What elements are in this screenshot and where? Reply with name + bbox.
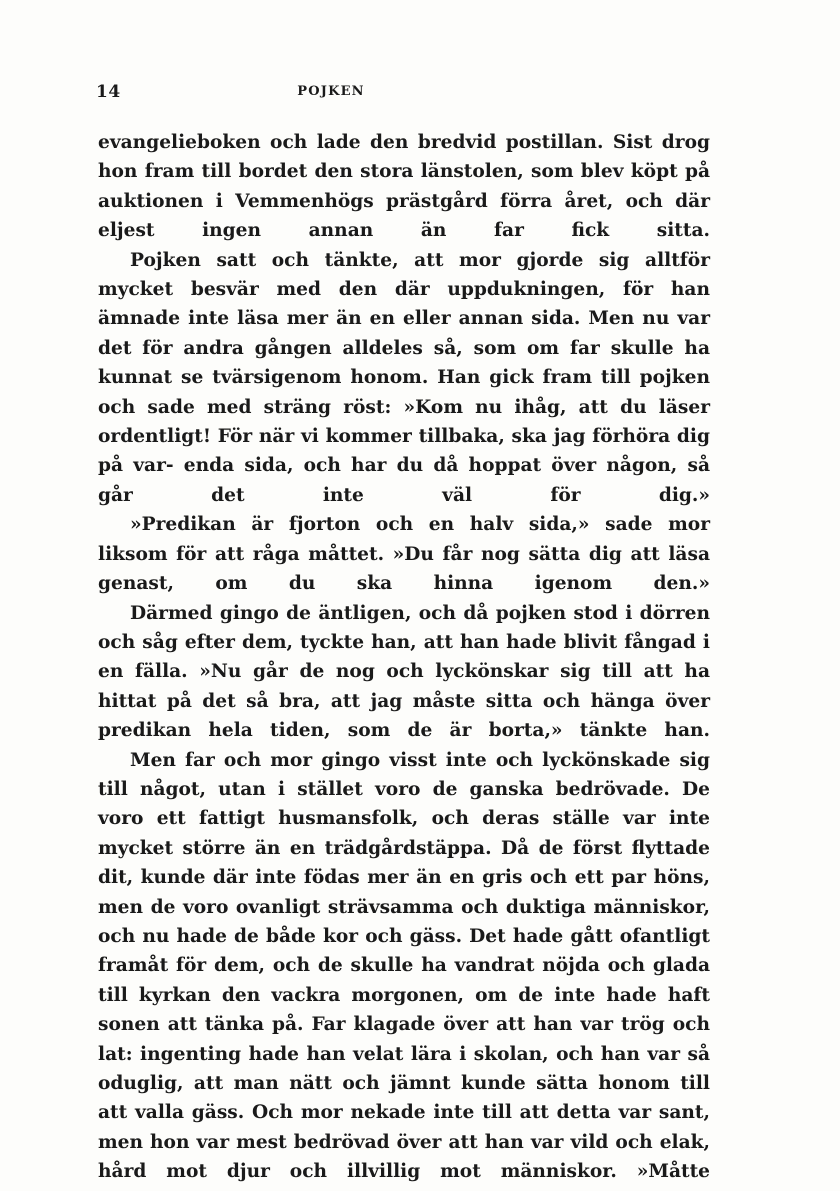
page-body (98, 128, 710, 1187)
paragraph: »Predikan är fjorton och en halv sida,» sade mor liksom för att råga måttet. »Du får nog sätta dig att läsa genast, om du ska hinna igenom den.» (98, 514, 710, 595)
running-title: POJKEN (297, 84, 365, 99)
paragraph: evangelieboken och lade den bredvid postillan. Sist drog hon fram till bordet den stora länstolen, som blev köpt på auktionen i Vemmenhögs prästgård förra året, och där eljest ingen annan än far fick sitta. (98, 132, 710, 242)
paragraph: Men far och mor gingo visst inte och lyckönskade sig till något, utan i stället voro de ganska bedrövade. De voro ett fattigt husmansfolk, och deras ställe var inte mycket större än en trädgårdstäppa. Då de först flyttade dit, kunde där inte födas mer än en gris och ett par höns, men de voro ovanligt strävsamma och duktiga människor, och nu hade de både kor och gäss. Det hade gått ofantligt framåt för dem, och de skulle ha vandrat nöjda och glada till kyrkan den vackra morgonen, om de inte hade haft sonen att tänka på. Far klagade över att han var trög och lat: ingenting hade han velat lära i skolan, och han var så oduglig, att man nätt och jämnt kunde sätta honom till att valla gäss. Och mor nekade inte till att detta var sant, men hon var mest bedrövad över att han var vild och elak, hård mot djur och illvillig mot människor. »Måtte (98, 749, 710, 1183)
paragraph: Pojken satt och tänkte, att mor gjorde sig alltför mycket besvär med den där uppdukningen, för han ämnade inte läsa mer än en eller annan sida. Men nu var det för andra gången alldeles så, som om far skulle ha kunnat se tvärsigenom honom. Han gick fram till pojken och sade med sträng röst: »Kom nu ihåg, att du läser ordentligt! För när vi kommer tillbaka, ska jag förhöra dig på var- enda sida, och har du då hoppat över någon, så går det inte väl för dig.» (98, 249, 710, 506)
paragraph: Därmed gingo de äntligen, och då pojken stod i dörren och såg efter dem, tyckte han, att han hade blivit fångad i en fälla. »Nu går de nog och lyckönskar sig till att ha hittat på det så bra, att jag måste sitta och hänga över predikan hela tiden, som de är borta,» tänkte han. (98, 602, 710, 742)
page-header (96, 82, 744, 102)
page-number: 14 (96, 82, 121, 102)
